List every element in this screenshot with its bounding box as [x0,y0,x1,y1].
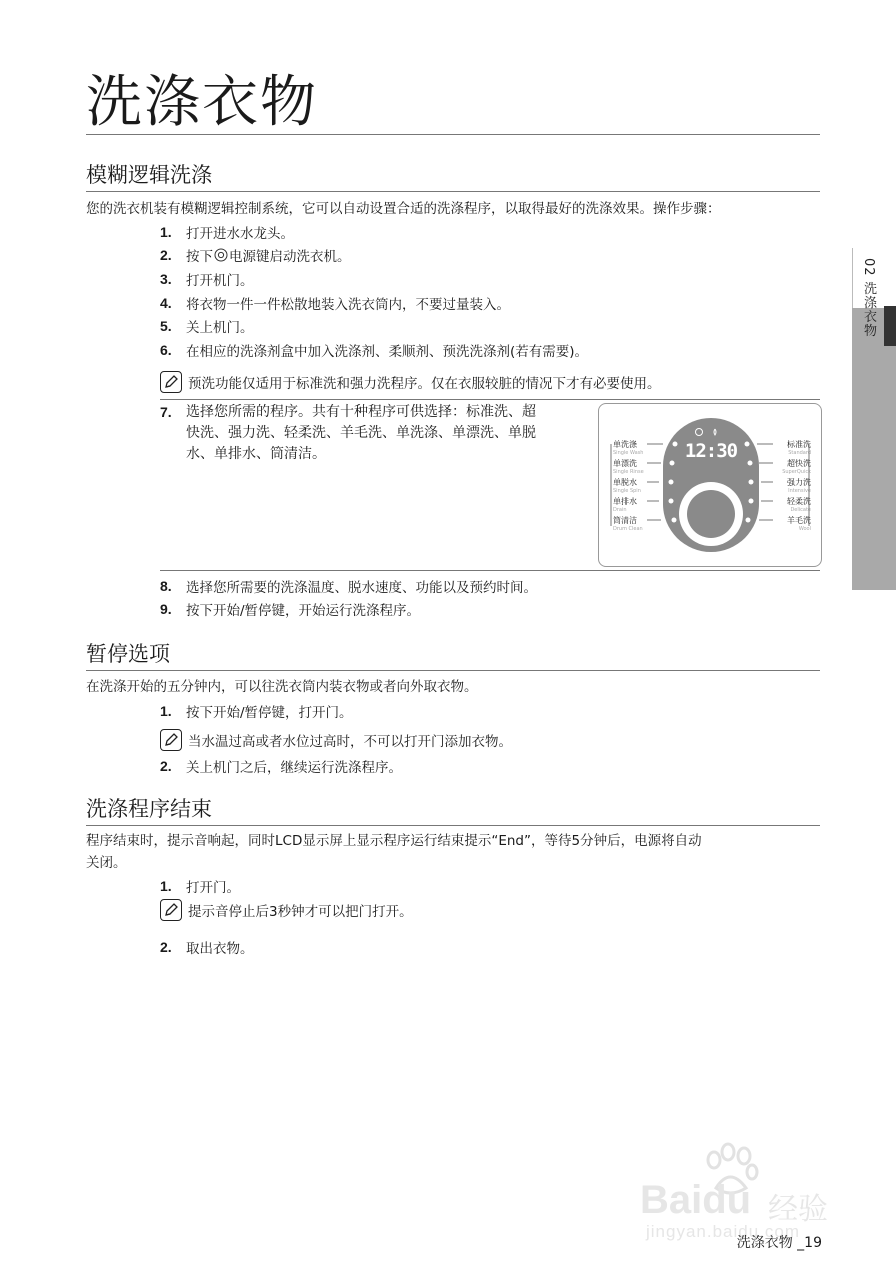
program-label-left: 单漂洗 Single Rinse [613,459,644,475]
note-icon [160,729,182,751]
section-divider [86,670,820,671]
program-label-left: 单脱水 Single Spin [613,478,641,494]
title-divider [86,134,820,135]
program-label-right: 轻柔洗 Delicate [787,497,811,513]
program-label-right: 标准洗 Standard [787,440,811,456]
note-icon [160,899,182,921]
note-icon [160,371,182,393]
fuzzy-steps-after [160,574,537,621]
step-item: 1. 打开进水水龙头。 [160,223,294,242]
program-label-left: 单排水 Drain [613,497,637,513]
section-heading-finish: 洗涤程序结束 [86,797,212,821]
side-tab-marker [884,306,896,346]
step-item: 3. 打开机门。 [160,270,254,289]
step-item: 9. 按下开始/暂停键，开始运行洗涤程序。 [160,601,421,620]
program-label-right: 强力洗 Intensive [787,478,811,494]
pause-intro: 在洗涤开始的五分钟内，可以往洗衣筒内装衣物或者向外取衣物。 [86,679,478,695]
note-prewash: 预洗功能仅适用于标准洗和强力洗程序。仅在衣服较脏的情况下才有必要使用。 [160,371,661,393]
step-item: 1. 打开门。 [160,877,240,896]
program-label-left: 筒清洁 Drum Clean [613,516,643,532]
pause-step-2 [160,754,402,778]
page-footer: 洗涤衣物 _19 [736,1235,822,1251]
note-beep: 提示音停止后3秒钟才可以把门打开。 [160,899,413,921]
watermark-brand: Baidu [640,1178,752,1222]
section-heading-pause: 暂停选项 [86,642,170,666]
page-title: 洗涤衣物 [86,70,318,135]
section-divider [86,191,820,192]
step-item: 5. 关上机门。 [160,318,254,337]
step-item: 4. 将衣物一件一件松散地装入洗衣筒内，不要过量装入。 [160,294,510,313]
control-panel-illustration [598,403,822,567]
power-icon [214,248,228,262]
step-item: 2. 取出衣物。 [160,938,254,957]
program-label-left: 单洗涤 Single Wash [613,440,644,456]
watermark-cn: 经验 [768,1193,828,1226]
baidu-watermark [640,1142,840,1242]
pause-step-1 [160,699,353,723]
finish-step-2 [160,935,254,959]
program-label-right: 超快洗 SuperQuick [782,459,811,475]
step-item: 2. 按下 电源键启动洗衣机。 [160,247,351,266]
finish-intro: 程序结束时，提示音响起，同时LCD显示屏上显示程序运行结束提示“End”，等待5分钟后，电源将自动 关闭。 [86,833,702,871]
note-divider [160,399,820,400]
step7-divider [160,570,820,571]
step-7: 7. 选择您所需的程序。共有十种程序可供选择：标准洗、超 快洗、强力洗、轻柔洗、羊毛洗、单洗涤、单漂洗、单脱 水、单排水、筒清洁。 [160,404,536,462]
finish-step-1 [160,874,240,898]
step-item: 8. 选择您所需要的洗涤温度、脱水速度、功能以及预约时间。 [160,577,537,596]
note-door: 当水温过高或者水位过高时，不可以打开门添加衣物。 [160,729,512,751]
indicator-dots [663,418,759,552]
section-divider [86,825,820,826]
side-tab-label: 02 洗涤衣物 [861,258,876,338]
fuzzy-steps [160,220,588,362]
step-item: 2. 关上机门之后，继续运行洗涤程序。 [160,757,402,776]
watermark-url: jingyan.baidu.com [646,1222,801,1241]
fuzzy-intro: 您的洗衣机装有模糊逻辑控制系统，它可以自动设置合适的洗涤程序，以取得最好的洗涤效果。操作步骤： [86,201,721,217]
lcd-display: 12:30 [684,440,738,462]
program-label-right: 羊毛洗 Wool [787,516,811,532]
step-item: 6. 在相应的洗涤剂盒中加入洗涤剂、柔顺剂、预洗洗涤剂(若有需要)。 [160,341,589,360]
step-item: 1. 按下开始/暂停键，打开门。 [160,702,353,721]
section-heading-fuzzy: 模糊逻辑洗涤 [86,163,212,187]
